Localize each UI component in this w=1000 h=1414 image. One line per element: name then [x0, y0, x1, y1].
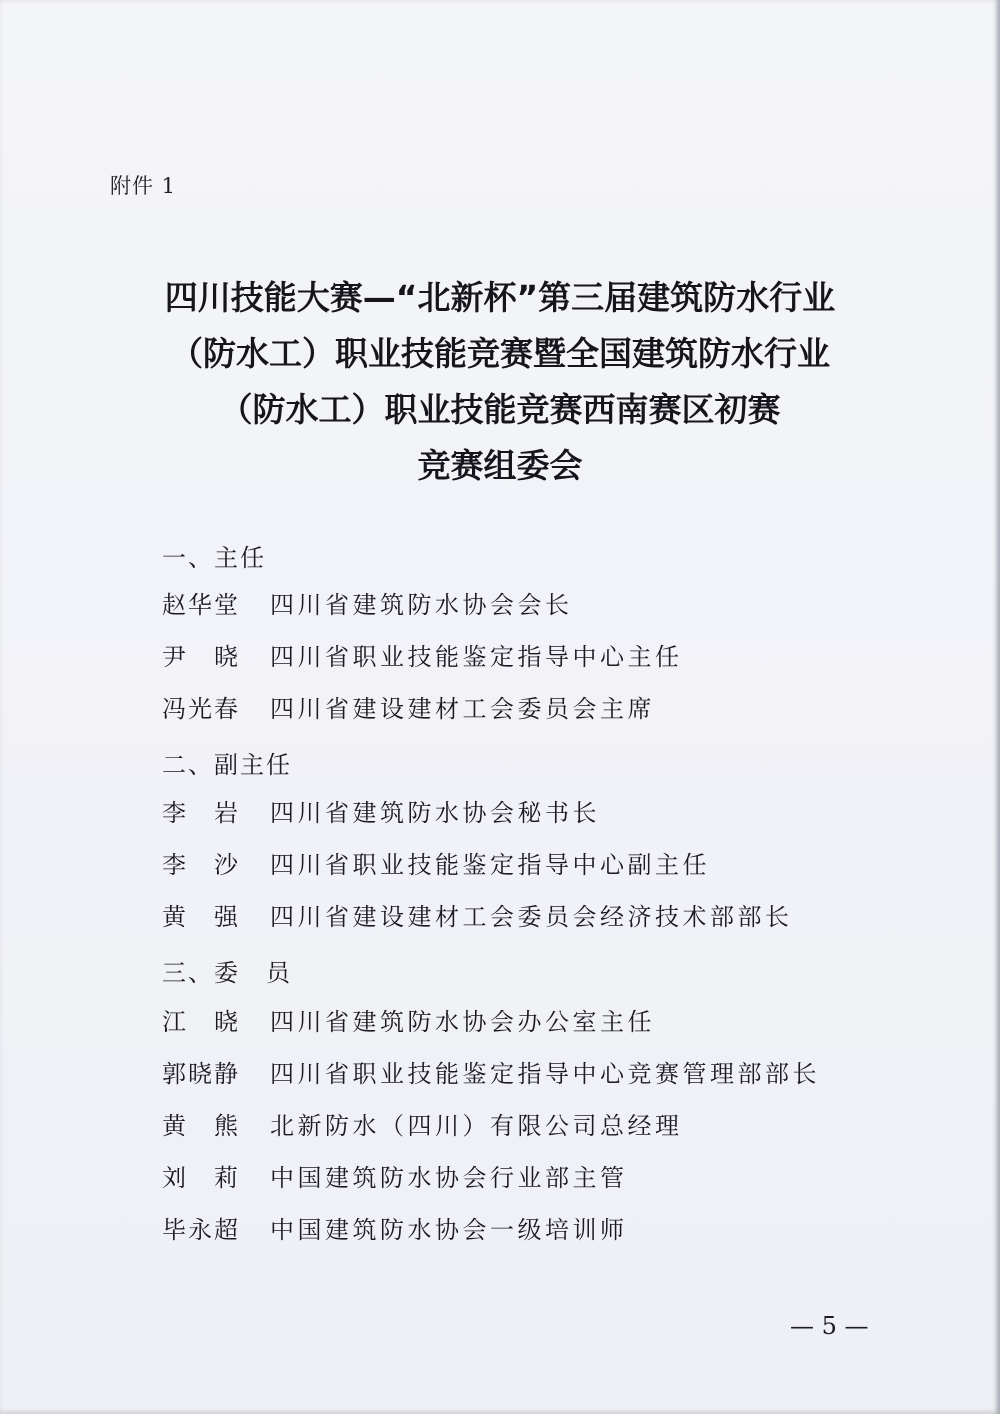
- member-row: [162, 640, 683, 674]
- member-name: 黄 强: [162, 903, 240, 931]
- member-name: 黄 熊: [162, 1112, 240, 1140]
- section-heading-deputy-director: 二、副主任: [162, 751, 292, 779]
- member-row: [162, 1057, 820, 1091]
- member-role: 四川省建设建材工会委员会经济技术部部长: [270, 903, 793, 931]
- member-name: 尹 晓: [162, 643, 240, 671]
- member-row: [162, 692, 655, 726]
- attachment-label: 附件 1: [110, 174, 177, 198]
- member-role: 中国建筑防水协会行业部主管: [270, 1164, 628, 1192]
- member-role: 四川省职业技能鉴定指导中心主任: [270, 643, 683, 671]
- member-role: 四川省建筑防水协会秘书长: [270, 799, 600, 827]
- member-name: 李 沙: [162, 851, 240, 879]
- member-name: 刘 莉: [162, 1164, 240, 1192]
- member-row: [162, 796, 600, 830]
- member-role: 四川省建筑防水协会办公室主任: [270, 1008, 655, 1036]
- member-row: [162, 1161, 628, 1195]
- member-row: [162, 1005, 655, 1039]
- section-heading-members: 三、委 员: [162, 959, 292, 987]
- member-role: 四川省建筑防水协会会长: [270, 591, 573, 619]
- member-name: 冯光春: [162, 695, 240, 723]
- member-name: 郭晓静: [162, 1060, 240, 1088]
- member-name: 李 岩: [162, 799, 240, 827]
- member-role: 四川省建设建材工会委员会主席: [270, 695, 655, 723]
- member-name: 江 晓: [162, 1008, 240, 1036]
- member-row: [162, 900, 793, 934]
- member-row: [162, 1109, 683, 1143]
- member-name: 毕永超: [162, 1216, 240, 1244]
- member-row: [162, 848, 710, 882]
- member-row: [162, 1213, 628, 1247]
- title-line-3: （防水工）职业技能竞赛西南赛区初赛: [219, 390, 781, 429]
- document-title: [60, 270, 940, 494]
- page-number: — 5 —: [790, 1312, 869, 1340]
- member-role: 北新防水（四川）有限公司总经理: [270, 1112, 683, 1140]
- title-line-2: （防水工）职业技能竞赛暨全国建筑防水行业: [170, 334, 830, 373]
- member-role: 四川省职业技能鉴定指导中心副主任: [270, 851, 710, 879]
- title-line-1: 四川技能大赛—“北新杯”第三届建筑防水行业: [164, 278, 836, 317]
- member-name: 赵华堂: [162, 591, 240, 619]
- section-heading-director: 一、主任: [162, 544, 266, 572]
- member-role: 中国建筑防水协会一级培训师: [270, 1216, 628, 1244]
- page-edge-shadow: [994, 0, 1000, 1414]
- member-row: [162, 588, 573, 622]
- member-role: 四川省职业技能鉴定指导中心竞赛管理部部长: [270, 1060, 820, 1088]
- title-line-4: 竞赛组委会: [417, 446, 583, 485]
